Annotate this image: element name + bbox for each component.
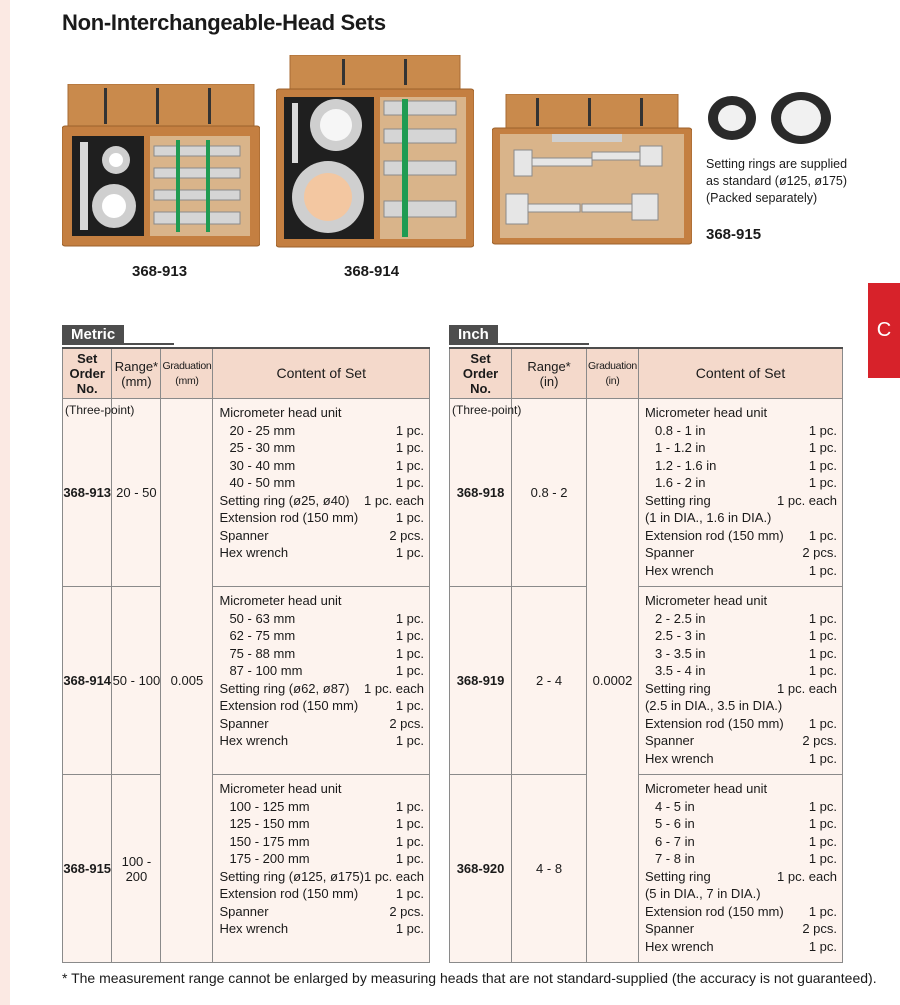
- item-name: (1 in DIA., 1.6 in DIA.): [644, 510, 772, 525]
- item-name: Micrometer head unit: [219, 593, 342, 608]
- item-quantity: 1 pc.: [808, 938, 837, 954]
- item-name: Hex wrench: [644, 750, 714, 766]
- item-name: 6 - 7 in: [654, 833, 695, 849]
- item-quantity: 1 pc.: [395, 440, 424, 455]
- item-name: 3 - 3.5 in: [654, 645, 706, 661]
- content-item: [219, 715, 424, 733]
- item-name: Extension rod (150 mm): [644, 903, 784, 919]
- content-item: [645, 527, 837, 545]
- item-quantity: 1 pc. each: [364, 492, 424, 508]
- item-quantity: 1 pc.: [808, 903, 837, 919]
- content-item: [219, 509, 424, 527]
- content-item: [219, 903, 424, 921]
- content-item: [645, 627, 837, 645]
- header-graduation-line1: Graduation: [162, 359, 212, 372]
- item-name: Setting ring: [644, 868, 711, 884]
- item-name: 1 - 1.2 in: [654, 440, 706, 455]
- header-range: [112, 348, 161, 399]
- content-item: [645, 592, 837, 610]
- content-item: [219, 645, 424, 663]
- item-name: Setting ring: [644, 680, 711, 696]
- photo-caption-368-914: 368-914: [344, 263, 400, 280]
- page-title: Non-Interchangeable-Head Sets: [62, 10, 386, 35]
- item-quantity: 2 pcs.: [802, 921, 837, 936]
- content-item: [645, 509, 837, 527]
- content-item: [645, 457, 837, 475]
- item-name: Spanner: [219, 715, 269, 731]
- item-quantity: 1 pc.: [808, 798, 837, 814]
- set-order-number: [63, 399, 135, 587]
- item-quantity: 1 pc.: [395, 921, 424, 936]
- header-set-order-line1: Set Order: [69, 351, 105, 381]
- header-graduation: [587, 348, 639, 399]
- item-quantity: 1 pc.: [808, 750, 837, 766]
- content-item: [219, 780, 424, 798]
- item-quantity: 1 pc.: [395, 422, 424, 438]
- range-cell: 20 - 50: [112, 399, 161, 587]
- content-item: [645, 645, 837, 663]
- range-cell: 50 - 100: [112, 587, 161, 775]
- header-set-order-line1: Set Order: [462, 351, 499, 381]
- content-item: [219, 662, 424, 680]
- item-name: 150 - 175 mm: [229, 833, 310, 849]
- content-item: [219, 680, 424, 698]
- item-name: Extension rod (150 mm): [219, 510, 359, 525]
- item-name: 87 - 100 mm: [229, 663, 303, 678]
- set-order-code: 368-919: [456, 673, 505, 688]
- item-name: Extension rod (150 mm): [644, 527, 784, 543]
- metric-label: Metric: [62, 325, 124, 344]
- set-order-code: 368-914: [63, 673, 112, 688]
- item-quantity: 1 pc.: [395, 798, 424, 814]
- metric-label-underline: [62, 343, 174, 345]
- item-quantity: 1 pc.: [395, 545, 424, 560]
- item-name: 1.6 - 2 in: [654, 475, 706, 490]
- header-range-line1: Range*: [114, 358, 159, 374]
- range-cell: 0.8 - 2: [512, 399, 587, 587]
- inch-table: [449, 347, 843, 963]
- content-item: [219, 422, 424, 440]
- inch-label: Inch: [449, 325, 498, 344]
- set-order-number: [450, 587, 512, 775]
- item-quantity: 1 pc.: [395, 733, 424, 748]
- content-item: [645, 920, 837, 938]
- item-name: Extension rod (150 mm): [219, 886, 359, 901]
- item-name: Setting ring (ø125, ø175): [219, 868, 364, 884]
- item-name: 30 - 40 mm: [229, 457, 296, 473]
- content-item: [645, 885, 837, 903]
- set-order-code: 368-913: [63, 485, 112, 500]
- item-name: Micrometer head unit: [644, 781, 768, 796]
- item-name: 2.5 - 3 in: [654, 628, 706, 643]
- content-item: [645, 404, 837, 422]
- item-quantity: 1 pc.: [395, 457, 424, 473]
- item-name: 50 - 63 mm: [229, 610, 296, 626]
- content-item: [645, 938, 837, 956]
- header-graduation-line1: Graduation: [588, 359, 637, 372]
- header-range-line1: Range*: [527, 358, 571, 374]
- item-quantity: 1 pc.: [395, 886, 424, 901]
- header-range-line2: (mm): [121, 373, 152, 389]
- item-quantity: 1 pc.: [808, 715, 837, 731]
- content-item: [645, 903, 837, 921]
- set-row: [450, 775, 843, 963]
- item-name: Hex wrench: [644, 562, 714, 578]
- graduation-cell: 0.0002: [587, 399, 639, 963]
- content-of-set: [638, 775, 842, 963]
- content-of-set: [213, 399, 430, 587]
- item-name: Hex wrench: [219, 545, 289, 560]
- page-edge-stripe: [0, 0, 10, 1005]
- item-name: 125 - 150 mm: [229, 816, 310, 831]
- content-of-set: [638, 399, 842, 587]
- content-of-set: [213, 587, 430, 775]
- header-set-order: [450, 348, 512, 399]
- item-quantity: 1 pc. each: [364, 868, 424, 884]
- item-name: Hex wrench: [644, 938, 714, 954]
- case-photo-368-915: [492, 94, 692, 248]
- content-item: [645, 562, 837, 580]
- content-item: [645, 833, 837, 851]
- item-name: Setting ring (ø62, ø87): [219, 680, 350, 696]
- item-name: Spanner: [644, 545, 695, 560]
- item-name: 0.8 - 1 in: [654, 422, 706, 438]
- item-quantity: 1 pc.: [395, 628, 424, 643]
- item-quantity: 1 pc.: [808, 527, 837, 543]
- header-set-order: [63, 348, 112, 399]
- item-name: 20 - 25 mm: [229, 422, 296, 438]
- content-item: [645, 680, 837, 698]
- item-quantity: 1 pc.: [808, 475, 837, 490]
- graduation-cell: 0.005: [161, 399, 213, 963]
- content-item: [219, 439, 424, 457]
- setting-ring-note-line: (Packed separately): [706, 191, 818, 205]
- content-item: [645, 815, 837, 833]
- item-name: Setting ring (ø25, ø40): [219, 492, 350, 508]
- range-cell: 2 - 4: [512, 587, 587, 775]
- item-name: 40 - 50 mm: [229, 475, 296, 490]
- content-item: [219, 404, 424, 422]
- content-item: [219, 815, 424, 833]
- content-item: [219, 544, 424, 562]
- item-quantity: 1 pc.: [808, 833, 837, 849]
- item-quantity: 1 pc.: [808, 562, 837, 578]
- item-name: 2 - 2.5 in: [654, 610, 706, 626]
- item-quantity: 1 pc.: [808, 457, 837, 473]
- item-quantity: 2 pcs.: [802, 545, 837, 560]
- content-item: [645, 750, 837, 768]
- item-name: 3.5 - 4 in: [654, 663, 706, 678]
- item-quantity: 1 pc.: [395, 510, 424, 525]
- set-row: [450, 587, 843, 775]
- item-quantity: 1 pc. each: [777, 492, 837, 508]
- content-item: [645, 610, 837, 628]
- item-name: Hex wrench: [219, 921, 289, 936]
- content-item: [219, 527, 424, 545]
- metric-table: [62, 347, 430, 963]
- range-cell: 100 - 200: [112, 775, 161, 963]
- set-order-code: 368-920: [456, 861, 505, 876]
- item-quantity: 1 pc.: [808, 628, 837, 643]
- content-item: [219, 885, 424, 903]
- item-quantity: 1 pc.: [808, 816, 837, 831]
- content-item: [219, 868, 424, 886]
- setting-ring-note-line: Setting rings are supplied: [706, 157, 848, 171]
- case-photo-368-913: [62, 84, 260, 250]
- item-name: 100 - 125 mm: [229, 798, 310, 814]
- item-quantity: 2 pcs.: [389, 903, 424, 919]
- item-name: Spanner: [644, 921, 695, 936]
- content-item: [219, 732, 424, 750]
- item-quantity: 1 pc.: [395, 645, 424, 661]
- item-name: Extension rod (150 mm): [644, 715, 784, 731]
- content-item: [645, 732, 837, 750]
- content-item: [645, 798, 837, 816]
- set-row: [63, 399, 430, 587]
- item-quantity: 1 pc.: [395, 851, 424, 866]
- setting-rings-photo: [706, 90, 834, 146]
- content-item: [645, 492, 837, 510]
- item-quantity: 1 pc. each: [364, 680, 424, 696]
- range-cell: 4 - 8: [512, 775, 587, 963]
- setting-ring-code: 368-915: [706, 226, 762, 243]
- photo-caption-368-913: 368-913: [132, 263, 188, 280]
- three-point-label: (Three-point): [65, 403, 135, 417]
- set-row: [63, 587, 430, 775]
- item-quantity: 1 pc. each: [777, 868, 837, 884]
- item-quantity: 2 pcs.: [802, 733, 837, 748]
- footnote: * The measurement range cannot be enlarged by measuring heads that are not standard-supplied (the accuracy is not guaranteed).: [62, 970, 877, 986]
- content-item: [219, 798, 424, 816]
- setting-ring-note-line: as standard (ø125, ø175): [706, 174, 848, 188]
- item-name: 175 - 200 mm: [229, 851, 310, 866]
- set-order-code: 368-915: [63, 861, 112, 876]
- content-item: [219, 492, 424, 510]
- item-name: 4 - 5 in: [654, 798, 695, 814]
- item-name: 25 - 30 mm: [229, 440, 296, 455]
- item-quantity: 2 pcs.: [389, 527, 424, 543]
- set-order-code: 368-918: [456, 485, 505, 500]
- header-range-line2: (in): [539, 373, 559, 389]
- item-quantity: 1 pc.: [808, 663, 837, 678]
- content-item: [219, 610, 424, 628]
- item-name: Micrometer head unit: [219, 781, 342, 796]
- section-tab-c[interactable]: C: [868, 283, 900, 378]
- set-row: [63, 775, 430, 963]
- setting-ring-note: [706, 156, 856, 207]
- content-item: [219, 833, 424, 851]
- content-item: [645, 697, 837, 715]
- item-quantity: 1 pc.: [395, 698, 424, 713]
- content-item: [219, 920, 424, 938]
- content-item: [645, 544, 837, 562]
- item-name: 75 - 88 mm: [229, 645, 296, 661]
- header-content: Content of Set: [213, 348, 430, 399]
- content-item: [645, 715, 837, 733]
- set-order-number: [63, 587, 112, 775]
- item-name: Extension rod (150 mm): [219, 698, 359, 713]
- content-of-set: [213, 775, 430, 963]
- item-quantity: 1 pc.: [395, 475, 424, 490]
- content-item: [219, 474, 424, 492]
- content-item: [219, 627, 424, 645]
- content-item: [645, 474, 837, 492]
- item-name: 5 - 6 in: [654, 816, 695, 831]
- set-order-number: [450, 399, 522, 587]
- item-quantity: 1 pc.: [808, 645, 837, 661]
- header-range: [512, 348, 587, 399]
- item-name: 1.2 - 1.6 in: [654, 457, 717, 473]
- content-item: [219, 850, 424, 868]
- content-item: [219, 457, 424, 475]
- item-quantity: 1 pc. each: [777, 680, 837, 696]
- header-graduation-line2: (mm): [175, 374, 199, 387]
- set-order-number: [63, 775, 112, 963]
- inch-label-underline: [449, 343, 589, 345]
- item-quantity: 1 pc.: [808, 440, 837, 455]
- item-name: Spanner: [644, 733, 695, 748]
- item-name: 62 - 75 mm: [229, 628, 296, 643]
- content-item: [645, 780, 837, 798]
- content-item: [645, 662, 837, 680]
- header-content: Content of Set: [638, 348, 842, 399]
- item-quantity: 1 pc.: [808, 610, 837, 626]
- content-item: [645, 422, 837, 440]
- content-item: [645, 868, 837, 886]
- item-name: Micrometer head unit: [644, 593, 768, 608]
- item-name: Micrometer head unit: [219, 405, 342, 420]
- item-name: 7 - 8 in: [654, 851, 695, 866]
- item-quantity: 1 pc.: [395, 816, 424, 831]
- item-quantity: 1 pc.: [395, 610, 424, 626]
- item-quantity: 1 pc.: [808, 422, 837, 438]
- item-name: Spanner: [219, 903, 269, 919]
- item-quantity: 1 pc.: [395, 833, 424, 849]
- set-row: [450, 399, 843, 587]
- content-item: [645, 439, 837, 457]
- item-quantity: 2 pcs.: [389, 715, 424, 731]
- case-photo-368-914: [276, 55, 474, 251]
- content-item: [219, 592, 424, 610]
- item-name: Spanner: [219, 527, 269, 543]
- item-name: Setting ring: [644, 492, 711, 508]
- item-quantity: 1 pc.: [808, 851, 837, 866]
- three-point-label: (Three-point): [452, 403, 522, 417]
- item-name: Hex wrench: [219, 733, 289, 748]
- header-set-order-line2: No.: [76, 381, 98, 396]
- header-graduation: [161, 348, 213, 399]
- content-item: [219, 697, 424, 715]
- item-quantity: 1 pc.: [395, 663, 424, 678]
- item-name: Micrometer head unit: [644, 405, 768, 420]
- header-set-order-line2: No.: [470, 381, 492, 396]
- content-of-set: [638, 587, 842, 775]
- set-order-number: [450, 775, 512, 963]
- item-name: (5 in DIA., 7 in DIA.): [644, 886, 761, 901]
- content-item: [645, 850, 837, 868]
- item-name: (2.5 in DIA., 3.5 in DIA.): [644, 698, 783, 713]
- header-graduation-line2: (in): [605, 374, 620, 387]
